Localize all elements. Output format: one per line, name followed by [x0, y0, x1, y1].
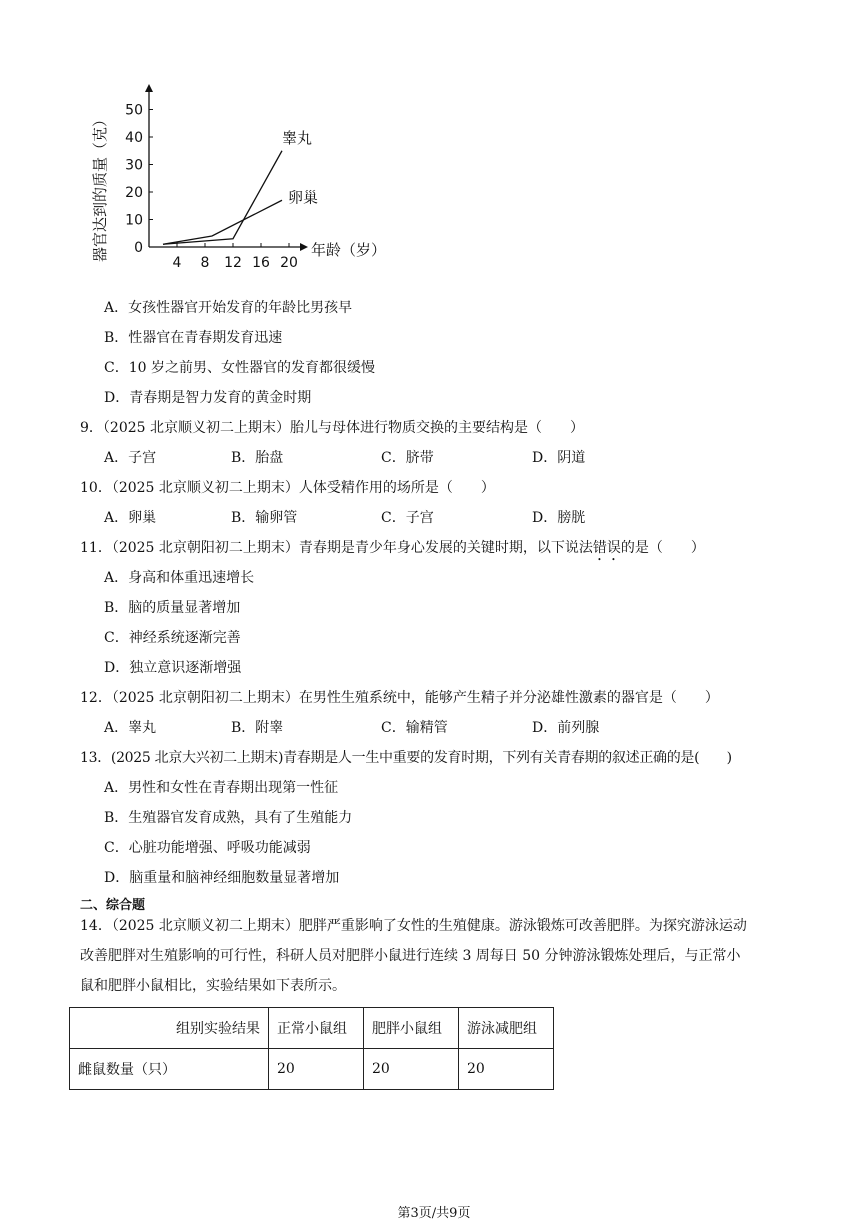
series-label-2: 卵巢 — [288, 188, 319, 207]
q11-option-c: C．神经系统逐渐完善 — [104, 630, 241, 646]
q13-option-d: D．脑重量和脑神经细胞数量显著增加 — [104, 870, 340, 886]
y-tick-label: 50 — [125, 102, 143, 119]
x-axis-label: 年龄（岁） — [311, 241, 387, 259]
page-footer: 第3页/共9页 — [397, 1206, 471, 1221]
table-header-row — [70, 1008, 554, 1049]
organ-mass-chart — [0, 0, 868, 280]
q11-option-a: A．身高和体重迅速增长 — [104, 570, 255, 586]
y-tick-label: 0 — [134, 240, 143, 256]
x-tick-label: 12 — [224, 255, 242, 271]
y-axis-arrow — [145, 84, 153, 92]
table-cell: 20 — [364, 1049, 459, 1090]
table-cell: 雌鼠数量（只） — [70, 1049, 269, 1090]
q12-option-c: C．输精管 — [381, 720, 448, 736]
x-tick-label: 16 — [252, 255, 270, 271]
q9-stem: 9．（2025 北京顺义初二上期末）胎儿与母体进行物质交换的主要结构是（ ） — [80, 420, 584, 436]
table-header-cell: 游泳减肥组 — [459, 1008, 554, 1049]
x-axis-arrow — [300, 243, 308, 251]
q9-option-a: A．子宫 — [104, 450, 157, 466]
q12-options — [104, 718, 664, 738]
y-tick-label: 40 — [125, 130, 143, 146]
y-tick-label: 20 — [125, 185, 143, 201]
q10-option-a: A．卵巢 — [104, 510, 157, 526]
table-row — [70, 1049, 554, 1090]
q9-option-b: B．胎盘 — [231, 450, 284, 466]
q12-option-a: A．睾丸 — [104, 720, 157, 736]
q10-option-b: B．输卵管 — [231, 510, 298, 526]
q14-line-3: 鼠和肥胖小鼠相比，实验结果如下表所示。 — [80, 978, 346, 994]
q12-stem: 12．（2025 北京朝阳初二上期末）在男性生殖系统中，能够产生精子并分泌雄性激素的器官是（ ） — [80, 690, 719, 706]
results-table — [69, 1007, 554, 1090]
q11-option-d: D．独立意识逐渐增强 — [104, 660, 242, 676]
table-header-cell: 正常小鼠组 — [269, 1008, 364, 1049]
q10-stem: 10．（2025 北京顺义初二上期末）人体受精作用的场所是（ ） — [80, 480, 495, 496]
table-header-cell: 组别实验结果 — [70, 1008, 269, 1049]
q11-stem-after: 的是（ ） — [620, 540, 705, 556]
q13-option-c: C．心脏功能增强、呼吸功能减弱 — [104, 840, 311, 856]
y-tick-label: 30 — [125, 157, 143, 174]
q11-stem-before: 11．（2025 北京朝阳初二上期末）青春期是青少年身心发展的关键时期，以下说法 — [80, 540, 593, 556]
q10-option-c: C．子宫 — [381, 510, 434, 526]
q11-option-b: B．脑的质量显著增加 — [104, 600, 241, 616]
q8-option-a: A．女孩性器官开始发育的年龄比男孩早 — [104, 300, 353, 316]
q9-options — [104, 448, 664, 468]
q10-options — [104, 508, 664, 528]
table-cell: 20 — [269, 1049, 364, 1090]
section-heading: 二、综合题 — [80, 898, 146, 913]
q8-option-c: C．10 岁之前男、女性器官的发育都很缓慢 — [104, 360, 375, 376]
q8-option-d: D．青春期是智力发育的黄金时期 — [104, 390, 312, 406]
q13-option-a: A．男性和女性在青春期出现第一性征 — [104, 780, 339, 796]
q12-option-b: B．附睾 — [231, 720, 284, 736]
series-label-1: 睾丸 — [282, 128, 313, 147]
q8-option-b: B．性器官在青春期发育迅速 — [104, 330, 283, 346]
y-axis-label: 器官达到的质量（克） — [91, 111, 109, 262]
q14-line-2: 改善肥胖对生殖影响的可行性，科研人员对肥胖小鼠进行连续 3 周每日 50 分钟游泳锻炼处理后，与正常小 — [80, 948, 741, 964]
q13-stem: 13．(2025 北京大兴初二上期末)青春期是人一生中重要的发育时期，下列有关青春期的叙述正确的是( ) — [80, 750, 732, 766]
y-tick-label: 10 — [125, 212, 143, 229]
q14-line-1: 14．（2025 北京顺义初二上期末）肥胖严重影响了女性的生殖健康。游泳锻炼可改善肥胖。为探究游泳运动 — [80, 918, 747, 934]
x-tick-label: 20 — [280, 255, 298, 271]
q13-option-b: B．生殖器官发育成熟，具有了生殖能力 — [104, 810, 353, 826]
q9-option-d: D．阴道 — [532, 450, 586, 466]
x-tick-label: 4 — [172, 255, 182, 271]
q9-option-c: C．脐带 — [381, 450, 434, 466]
table-cell: 20 — [459, 1049, 554, 1090]
q12-option-d: D．前列腺 — [532, 720, 600, 736]
table-header-cell: 肥胖小鼠组 — [364, 1008, 459, 1049]
q10-option-d: D．膀胱 — [532, 510, 586, 526]
x-tick-label: 8 — [200, 255, 210, 271]
q11-stem — [80, 538, 705, 564]
q11-stem-emphasis: 错误 — [592, 540, 621, 556]
series-line-2 — [163, 200, 282, 244]
